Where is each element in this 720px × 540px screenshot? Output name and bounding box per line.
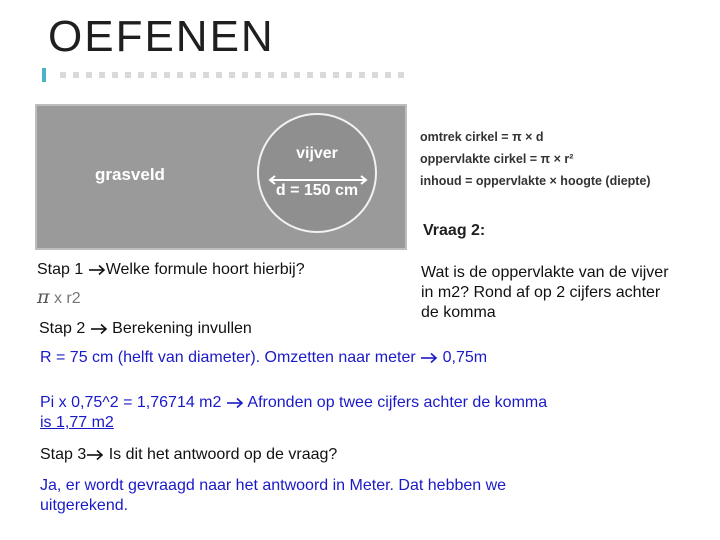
formula-list [420, 126, 651, 192]
radius-line [40, 349, 487, 367]
stap1-label: Stap 1 [37, 261, 84, 278]
question-text: Wat is de oppervlakte van de vijver in m2? Rond af op 2 cijfers achter de komma [421, 264, 669, 321]
stap3-text: Is dit het antwoord op de vraag? [108, 446, 338, 463]
arrow-right-icon [90, 323, 108, 335]
formula-omtrek: omtrek cirkel = π × d [420, 130, 544, 144]
stap1-line [37, 261, 305, 279]
stap1-text: Welke formule hoort hierbij? [105, 261, 305, 278]
rounded-result: is 1,77 m2 [40, 414, 114, 431]
page-title: OEFENEN [48, 12, 275, 61]
stap2-label: Stap 2 [39, 320, 86, 337]
arrow-right-icon [86, 449, 104, 461]
vijver-circle [257, 113, 377, 233]
stap3-label: Stap 3 [40, 446, 87, 463]
stap2-line [39, 320, 252, 338]
formula-answer [37, 286, 81, 308]
radius-result: 0,75m [442, 349, 488, 366]
calculation-text: Pi x 0,75^2 = 1,76714 m2 [40, 394, 222, 411]
grasveld-label: grasveld [95, 165, 165, 184]
pi-symbol: π [37, 286, 50, 308]
title-accent-bar [42, 68, 46, 82]
calculation-line [40, 393, 547, 433]
rounding-text: Afronden op twee cijfers achter de komma [247, 394, 548, 411]
formula-inhoud: inhoud = oppervlakte × hoogte (diepte) [420, 174, 651, 188]
vijver-label: vijver [296, 145, 338, 162]
formula-oppervlakte: oppervlakte cirkel = π × r² [420, 152, 574, 166]
arrow-right-icon [226, 397, 244, 409]
final-answer: Ja, er wordt gevraagd naar het antwoord in Meter. Dat hebben we uitgerekend. [40, 477, 507, 514]
arrow-right-icon [88, 264, 106, 276]
dotted-divider [60, 72, 410, 78]
stap2-text: Berekening invullen [112, 320, 252, 337]
radius-text: R = 75 cm (helft van diameter). Omzetten naar meter [40, 349, 416, 366]
formula-rest: x r2 [53, 290, 81, 307]
question-heading: Vraag 2: [423, 222, 486, 239]
stap3-line [40, 446, 337, 464]
diameter-label: d = 150 cm [275, 182, 359, 199]
arrow-right-icon [420, 352, 438, 364]
